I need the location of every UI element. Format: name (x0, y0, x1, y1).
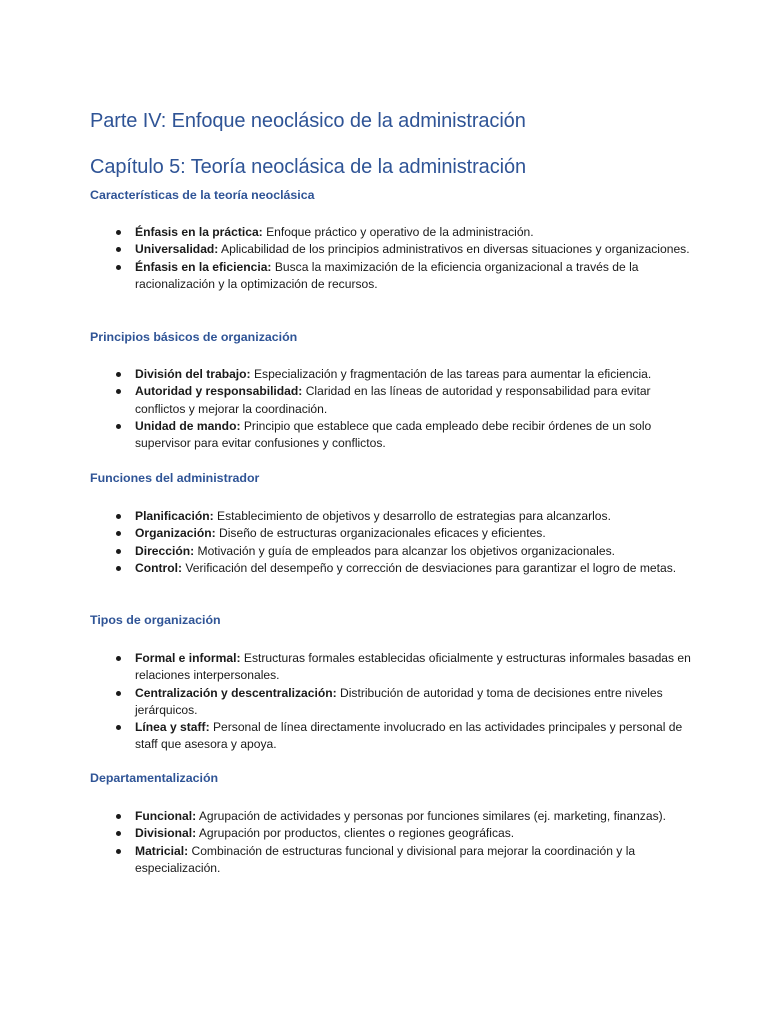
list-funciones (135, 508, 695, 577)
item-term: Dirección: (135, 543, 195, 558)
list-item (135, 843, 695, 878)
list-item (135, 719, 695, 754)
list-item (135, 383, 695, 418)
item-text: Estructuras formales establecidas oficialmente y estructuras informales basadas en relaciones interpersonales. (135, 651, 691, 683)
list-principios (135, 366, 695, 452)
list-item (135, 543, 695, 560)
item-term: Énfasis en la eficiencia: (135, 259, 272, 274)
list-item (135, 650, 695, 685)
item-term: Funcional: (135, 809, 197, 823)
list-item (135, 560, 695, 577)
item-text: Agrupación de actividades y personas por funciones similares (ej. marketing, finanzas). (196, 809, 667, 823)
item-text: Diseño de estructuras organizacionales eficaces y eficientes. (215, 526, 546, 541)
part-title: Parte IV: Enfoque neoclásico de la administración (90, 110, 526, 132)
section-title-caracteristicas: Características de la teoría neoclásica (90, 188, 315, 202)
item-term: División del trabajo: (135, 367, 251, 381)
item-text: Distribución de autoridad y toma de decisiones entre niveles jerárquicos. (135, 685, 663, 717)
list-item (135, 259, 695, 294)
item-text: Agrupación por productos, clientes o regiones geográficas. (196, 826, 515, 841)
item-text: Aplicabilidad de los principios administrativos en diversas situaciones y organizaciones. (218, 242, 690, 257)
list-item (135, 525, 695, 542)
item-term: Matricial: (135, 843, 189, 858)
item-term: Línea y staff: (135, 720, 210, 735)
section-title-tipos: Tipos de organización (90, 613, 221, 627)
list-tipos (135, 650, 695, 754)
item-text: Claridad en las líneas de autoridad y responsabilidad para evitar conflictos y mejorar la coordinación. (135, 384, 651, 416)
item-term: Formal e informal: (135, 651, 241, 665)
item-text: Busca la maximización de la eficiencia organizacional a través de la racionalización y la optimización de recursos. (135, 259, 639, 291)
list-item (135, 685, 695, 720)
item-text: Enfoque práctico y operativo de la administración. (262, 225, 534, 239)
item-text: Verificación del desempeño y corrección de desviaciones para garantizar el logro de metas. (182, 560, 677, 575)
item-term: Autoridad y responsabilidad: (135, 384, 303, 399)
chapter-title: Capítulo 5: Teoría neoclásica de la administración (90, 156, 526, 178)
list-item (135, 825, 695, 842)
list-item (135, 366, 695, 383)
item-text: Personal de línea directamente involucrado en las actividades principales y personal de staff que asesora y apoya. (135, 720, 683, 752)
list-item (135, 241, 695, 258)
item-term: Énfasis en la práctica: (135, 225, 263, 239)
list-item (135, 808, 695, 825)
item-text: Especialización y fragmentación de las tareas para aumentar la eficiencia. (250, 367, 652, 381)
section-title-principios: Principios básicos de organización (90, 330, 298, 344)
list-item (135, 508, 695, 525)
item-term: Unidad de mando: (135, 418, 241, 433)
list-item (135, 224, 695, 241)
item-text: Establecimiento de objetivos y desarrollo de estrategias para alcanzarlos. (213, 509, 611, 523)
item-text: Combinación de estructuras funcional y divisional para mejorar la coordinación y la especialización. (135, 843, 636, 875)
item-term: Control: (135, 560, 183, 575)
item-text: Principio que establece que cada empleado debe recibir órdenes de un solo supervisor para evitar confusiones y conflictos. (135, 418, 652, 451)
list-departamentalizacion (135, 808, 695, 877)
item-text: Motivación y guía de empleados para alcanzar los objetivos organizacionales. (194, 543, 615, 558)
item-term: Centralización y descentralización: (135, 685, 337, 700)
item-term: Planificación: (135, 509, 214, 523)
list-caracteristicas (135, 224, 695, 293)
item-term: Universalidad: (135, 242, 219, 257)
section-title-departamentalizacion: Departamentalización (90, 771, 219, 785)
item-term: Divisional: (135, 826, 197, 841)
section-title-funciones: Funciones del administrador (90, 471, 260, 485)
list-item (135, 418, 695, 453)
item-term: Organización: (135, 526, 216, 541)
